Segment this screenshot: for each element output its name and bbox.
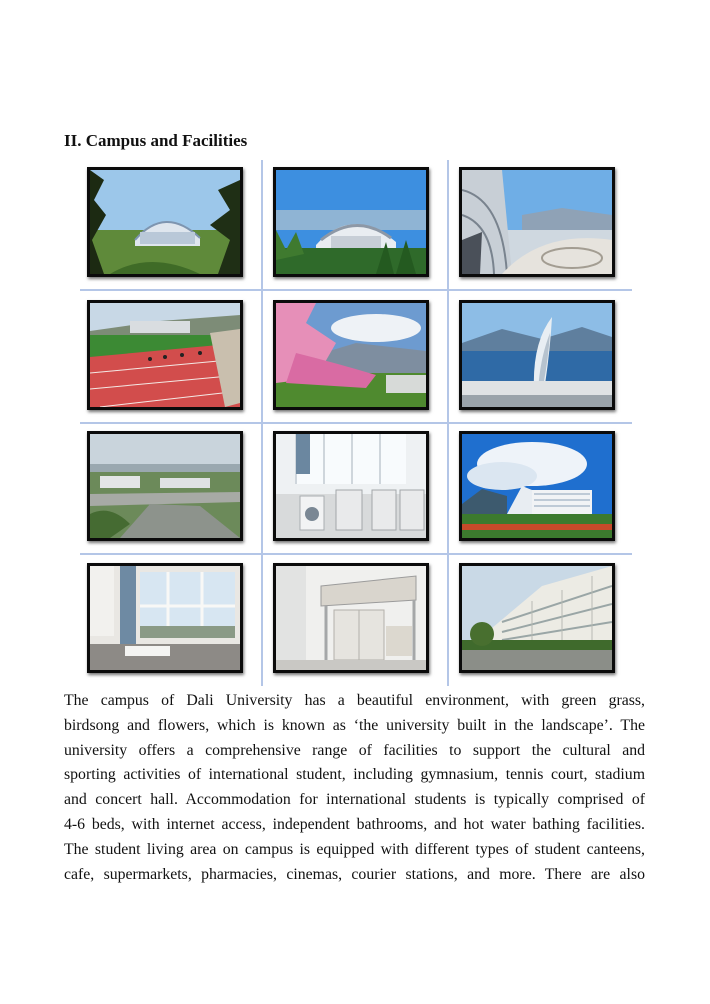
paragraph-line: university offers a comprehensive range of facilities to support the cultural and xyxy=(64,741,645,759)
paragraph-line: The student living area on campus is equipped with different types of student canteens, xyxy=(64,840,645,858)
section-title: II. Campus and Facilities xyxy=(64,131,248,150)
dormitory-building-exterior-photo xyxy=(459,563,615,673)
paragraph-line: sporting activities of international student, including gymnasium, tennis court, stadium xyxy=(64,766,645,784)
paragraph-line: 4-6 beds, with internet access, independent bathrooms, and hot water bathing facilities. xyxy=(64,815,645,833)
campus-building-with-palms-photo xyxy=(87,167,243,277)
modern-building-blue-sky-photo xyxy=(459,431,615,541)
grid-divider xyxy=(80,422,632,424)
running-track-photo xyxy=(87,300,243,410)
laundry-room-photo xyxy=(273,431,429,541)
dorm-balcony-window-photo xyxy=(87,563,243,673)
sail-sculpture-lake-photo xyxy=(459,300,615,410)
paragraph-line: and concert hall. Accommodation for international students is typically comprised of xyxy=(64,791,645,809)
photo-grid xyxy=(80,160,632,686)
campus-description xyxy=(64,689,645,887)
paragraph-line: birdsong and flowers, which is known as ‘the university built in the landscape’. The xyxy=(64,716,645,734)
curved-terrace-building-photo xyxy=(459,167,615,277)
grid-divider xyxy=(80,289,632,291)
stadium-building-photo xyxy=(273,167,429,277)
grid-divider xyxy=(80,553,632,555)
paragraph-line: cafe, supermarkets, pharmacies, cinemas, courier stations, and more. There are also xyxy=(64,865,645,883)
dorm-room-loft-bed-photo xyxy=(273,563,429,673)
campus-aerial-view-photo xyxy=(87,431,243,541)
paragraph-line: The campus of Dali University has a beautiful environment, with green grass, xyxy=(64,692,645,709)
cherry-blossom-trees-photo xyxy=(273,300,429,410)
